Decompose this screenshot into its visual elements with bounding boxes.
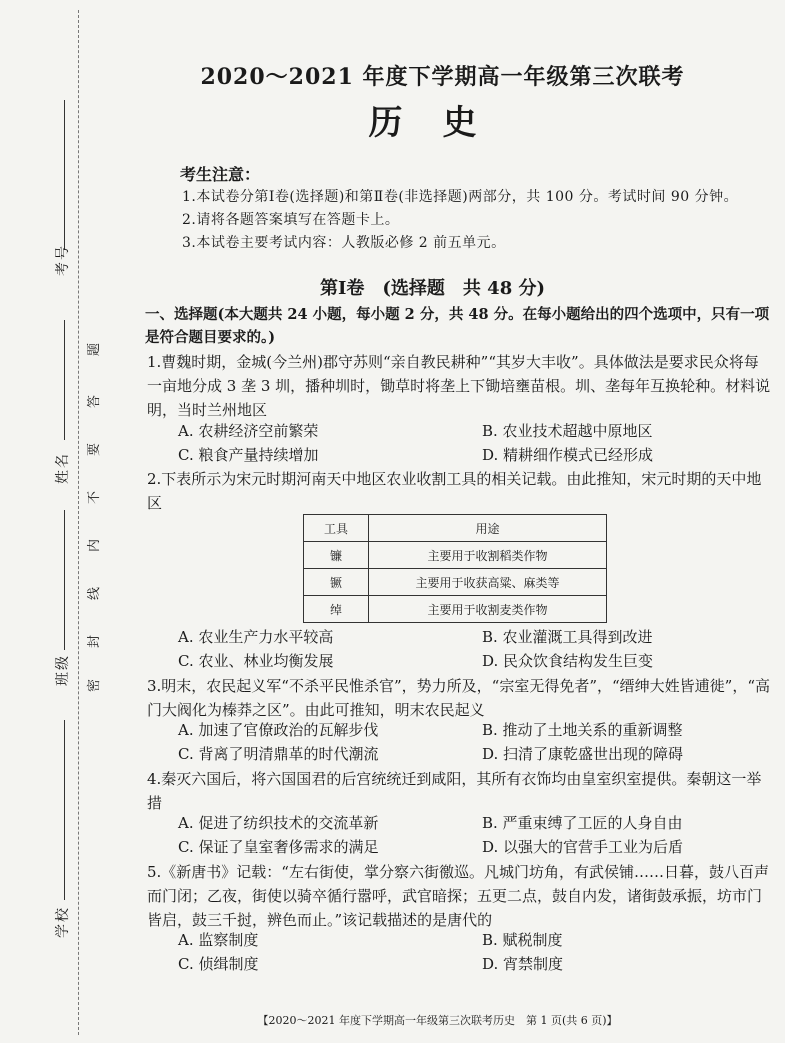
q3-option-b: B. 推动了土地关系的重新调整 bbox=[482, 721, 683, 739]
seal-char: 密 bbox=[87, 678, 103, 693]
q3-option-d: D. 扫清了康乾盛世出现的障碍 bbox=[482, 745, 684, 763]
exam-title: 2020～2021 年度下学期高一年级第三次联考 bbox=[200, 64, 685, 90]
school-label: 学校 bbox=[55, 906, 71, 938]
question-stem-3: 3.明末，农民起义军“不杀平民惟杀官”，势力所及，“宗室无得免者”，“缙绅大姓皆逋徙”，“高门大阀化为榛莽之区”。由此可推知，明末农民起义 bbox=[147, 677, 770, 719]
section-title: 第Ⅰ卷 (选择题 共 48 分) bbox=[319, 278, 546, 299]
q5-option-b: B. 赋税制度 bbox=[482, 931, 563, 949]
section-instruction: 一、选择题(本大题共 24 小题，每小题 2 分，共 48 分。在每小题给出的四个选项中，只有一项是符合题目要求的。) bbox=[145, 306, 770, 346]
q3-option-c: C. 背离了明清鼎革的时代潮流 bbox=[178, 745, 379, 763]
table-cell: 绰 bbox=[304, 596, 369, 623]
q4-option-a: A. 促进了纺织技术的交流革新 bbox=[178, 814, 379, 832]
table-row bbox=[304, 542, 607, 569]
table-cell: 镢 bbox=[304, 569, 369, 596]
q2-option-b: B. 农业灌溉工具得到改进 bbox=[482, 628, 653, 646]
class-label: 班级 bbox=[55, 654, 71, 686]
q4-option-c: C. 保证了皇室奢侈需求的满足 bbox=[178, 838, 379, 856]
q2-option-d: D. 民众饮食结构发生巨变 bbox=[482, 652, 654, 670]
name-label: 姓名 bbox=[55, 452, 71, 484]
q4-option-b: B. 严重束缚了工匠的人身自由 bbox=[482, 814, 683, 832]
q5-option-c: C. 侦缉制度 bbox=[178, 955, 259, 973]
exam-no-label: 考号 bbox=[55, 244, 71, 276]
seal-char: 要 bbox=[87, 442, 103, 457]
page-footer: 【2020～2021 年度下学期高一年级第三次联考历史 第 1 页(共 6 页)】 bbox=[257, 1014, 618, 1027]
q1-option-a: A. 农耕经济空前繁荣 bbox=[178, 422, 319, 440]
school-line bbox=[64, 720, 65, 900]
seal-char: 封 bbox=[87, 634, 103, 649]
table-row bbox=[304, 569, 607, 596]
q4-option-d: D. 以强大的官营手工业为后盾 bbox=[482, 838, 684, 856]
notice-heading: 考生注意： bbox=[180, 165, 261, 184]
notice-item: 1.本试卷分第Ⅰ卷(选择题)和第Ⅱ卷(非选择题)两部分，共 100 分。考试时间 90 分钟。 bbox=[182, 189, 739, 205]
notice-item: 3.本试卷主要考试内容：人教版必修 2 前五单元。 bbox=[182, 235, 506, 251]
q2-option-c: C. 农业、林业均衡发展 bbox=[178, 652, 334, 670]
question-stem-2: 2.下表所示为宋元时期河南天中地区农业收割工具的相关记载。由此推知，宋元时期的天中地区 bbox=[147, 470, 762, 512]
q2-option-a: A. 农业生产力水平较高 bbox=[178, 628, 334, 646]
table-cell: 主要用于收割稻类作物 bbox=[369, 542, 607, 569]
table-cell: 镰 bbox=[304, 542, 369, 569]
seal-char: 线 bbox=[87, 586, 103, 601]
question-stem-1: 1.曹魏时期，金城(今兰州)郡守苏则“亲自教民耕种”“其岁大丰收”。具体做法是要求民众将每一亩地分成 3 垄 3 圳，播种圳时，锄草时将垄上下锄培壅苗根。圳、垄每年互换轮种。材料说明，当时兰州地区 bbox=[147, 353, 771, 419]
q1-option-c: C. 粮食产量持续增加 bbox=[178, 446, 319, 464]
question-stem-5: 5.《新唐书》记载：“左右街使，掌分察六街徼巡。凡城门坊角，有武侯铺……日暮，鼓八百声而门闭；乙夜，街使以骑卒循行嚣呼，武官暗探；五更二点，鼓自内发，诸街鼓承振，坊市门皆启，鼓三千挝，辨色而止。”该记载描述的是唐代的 bbox=[147, 863, 769, 929]
table-header-cell: 用途 bbox=[369, 515, 607, 542]
class-line bbox=[64, 510, 65, 650]
q1-option-d: D. 精耕细作模式已经形成 bbox=[482, 446, 654, 464]
name-line bbox=[64, 320, 65, 440]
seal-char: 题 bbox=[87, 342, 103, 357]
table-header-cell: 工具 bbox=[304, 515, 369, 542]
subject-title: 历史 bbox=[368, 103, 517, 143]
q5-option-d: D. 宵禁制度 bbox=[482, 955, 564, 973]
question-stem-4: 4.秦灭六国后，将六国国君的后宫统统迁到咸阳，其所有衣饰均由皇室织室提供。秦朝这一举措 bbox=[147, 770, 762, 812]
seal-char: 答 bbox=[87, 394, 103, 409]
table-cell: 主要用于收获高粱、麻类等 bbox=[369, 569, 607, 596]
seal-char: 内 bbox=[87, 538, 103, 553]
notice-item: 2.请将各题答案填写在答题卡上。 bbox=[182, 212, 400, 228]
table-row bbox=[304, 596, 607, 623]
q3-option-a: A. 加速了官僚政治的瓦解步伐 bbox=[178, 721, 379, 739]
table-header-row bbox=[304, 515, 607, 542]
q5-option-a: A. 监察制度 bbox=[178, 931, 259, 949]
binding-dashed-line bbox=[78, 10, 79, 1035]
seal-char: 不 bbox=[87, 490, 103, 505]
tools-table bbox=[303, 514, 607, 623]
table-cell: 主要用于收割麦类作物 bbox=[369, 596, 607, 623]
q1-option-b: B. 农业技术超越中原地区 bbox=[482, 422, 653, 440]
